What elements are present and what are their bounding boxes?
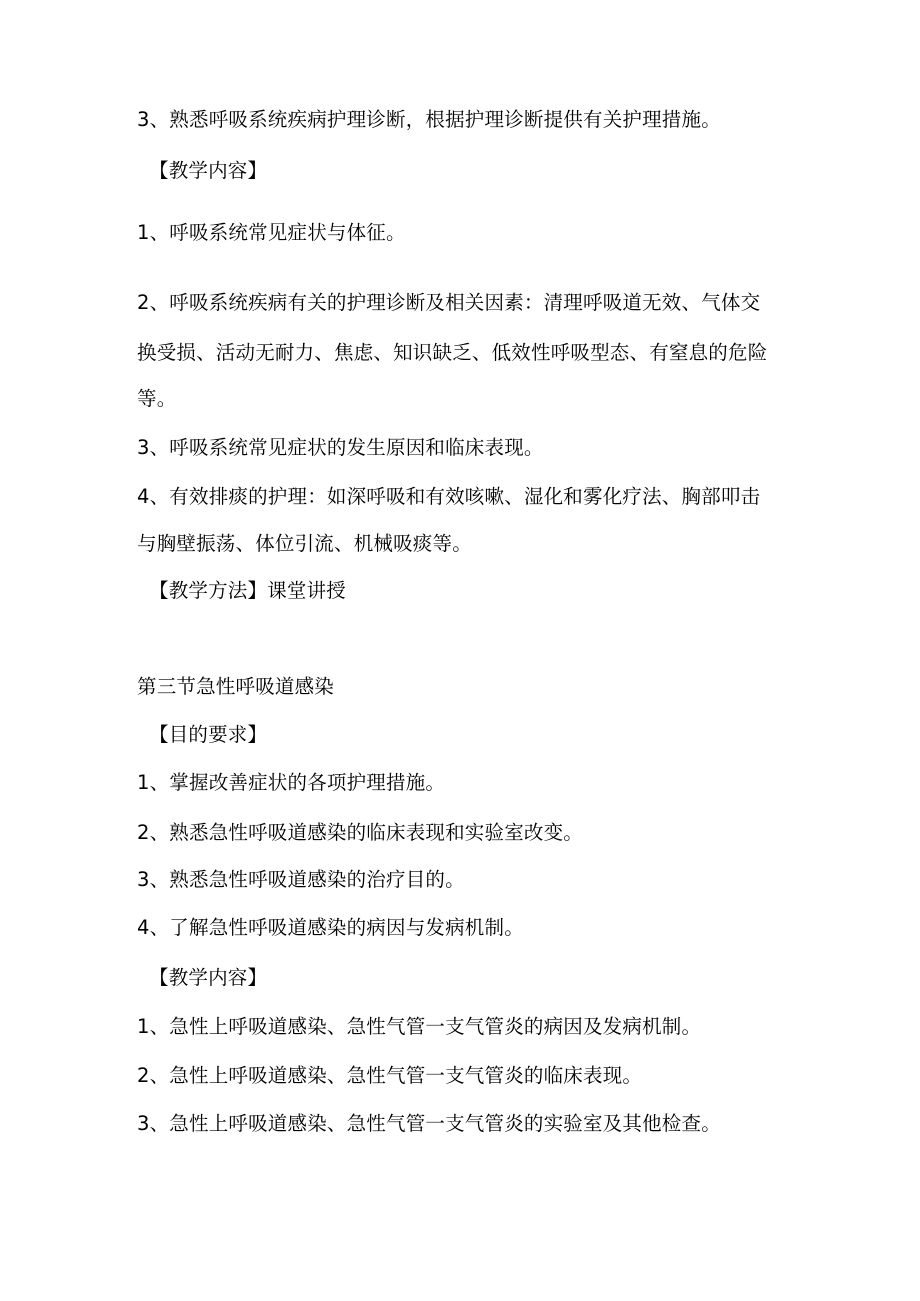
- section-heading-teaching-method: 【教学方法】课堂讲授: [149, 579, 347, 602]
- objective-item-2: 2、熟悉急性呼吸道感染的临床表现和实验室改变。: [137, 821, 584, 844]
- content-item-2-line-3: 等。: [137, 387, 177, 410]
- content-item-2-line-2: 换受损、活动无耐力、焦虑、知识缺乏、低效性呼吸型态、有窒息的危险: [137, 341, 768, 364]
- content-item-4-line-2: 与胸壁振荡、体位引流、机械吸痰等。: [137, 532, 472, 555]
- chapter-section-title: 第三节急性呼吸道感染: [137, 675, 335, 698]
- content-item-1: 1、呼吸系统常见症状与体征。: [137, 221, 406, 244]
- content-item-2-line-1: 2、呼吸系统疾病有关的护理诊断及相关因素：清理呼吸道无效、气体交: [137, 291, 761, 314]
- content-item-2b: 2、急性上呼吸道感染、急性气管一支气管炎的临床表现。: [137, 1064, 643, 1087]
- objective-item-4: 4、了解急性呼吸道感染的病因与发病机制。: [137, 916, 524, 939]
- objective-item-3: 3、熟悉呼吸系统疾病护理诊断，根据护理诊断提供有关护理措施。: [137, 108, 721, 131]
- objective-item-1: 1、掌握改善症状的各项护理措施。: [137, 771, 446, 794]
- section-heading-objectives: 【目的要求】: [149, 723, 268, 746]
- content-item-4-line-1: 4、有效排痰的护理：如深呼吸和有效咳嗽、湿化和雾化疗法、胸部叩击: [137, 485, 761, 508]
- content-item-3: 3、呼吸系统常见症状的发生原因和临床表现。: [137, 436, 544, 459]
- objective-item-3b: 3、熟悉急性呼吸道感染的治疗目的。: [137, 868, 465, 891]
- section-heading-teaching-content: 【教学内容】: [149, 159, 268, 182]
- content-item-1b: 1、急性上呼吸道感染、急性气管一支气管炎的病因及发病机制。: [137, 1015, 702, 1038]
- content-item-3b: 3、急性上呼吸道感染、急性气管一支气管炎的实验室及其他检查。: [137, 1112, 721, 1135]
- section-heading-teaching-content-2: 【教学内容】: [149, 966, 268, 989]
